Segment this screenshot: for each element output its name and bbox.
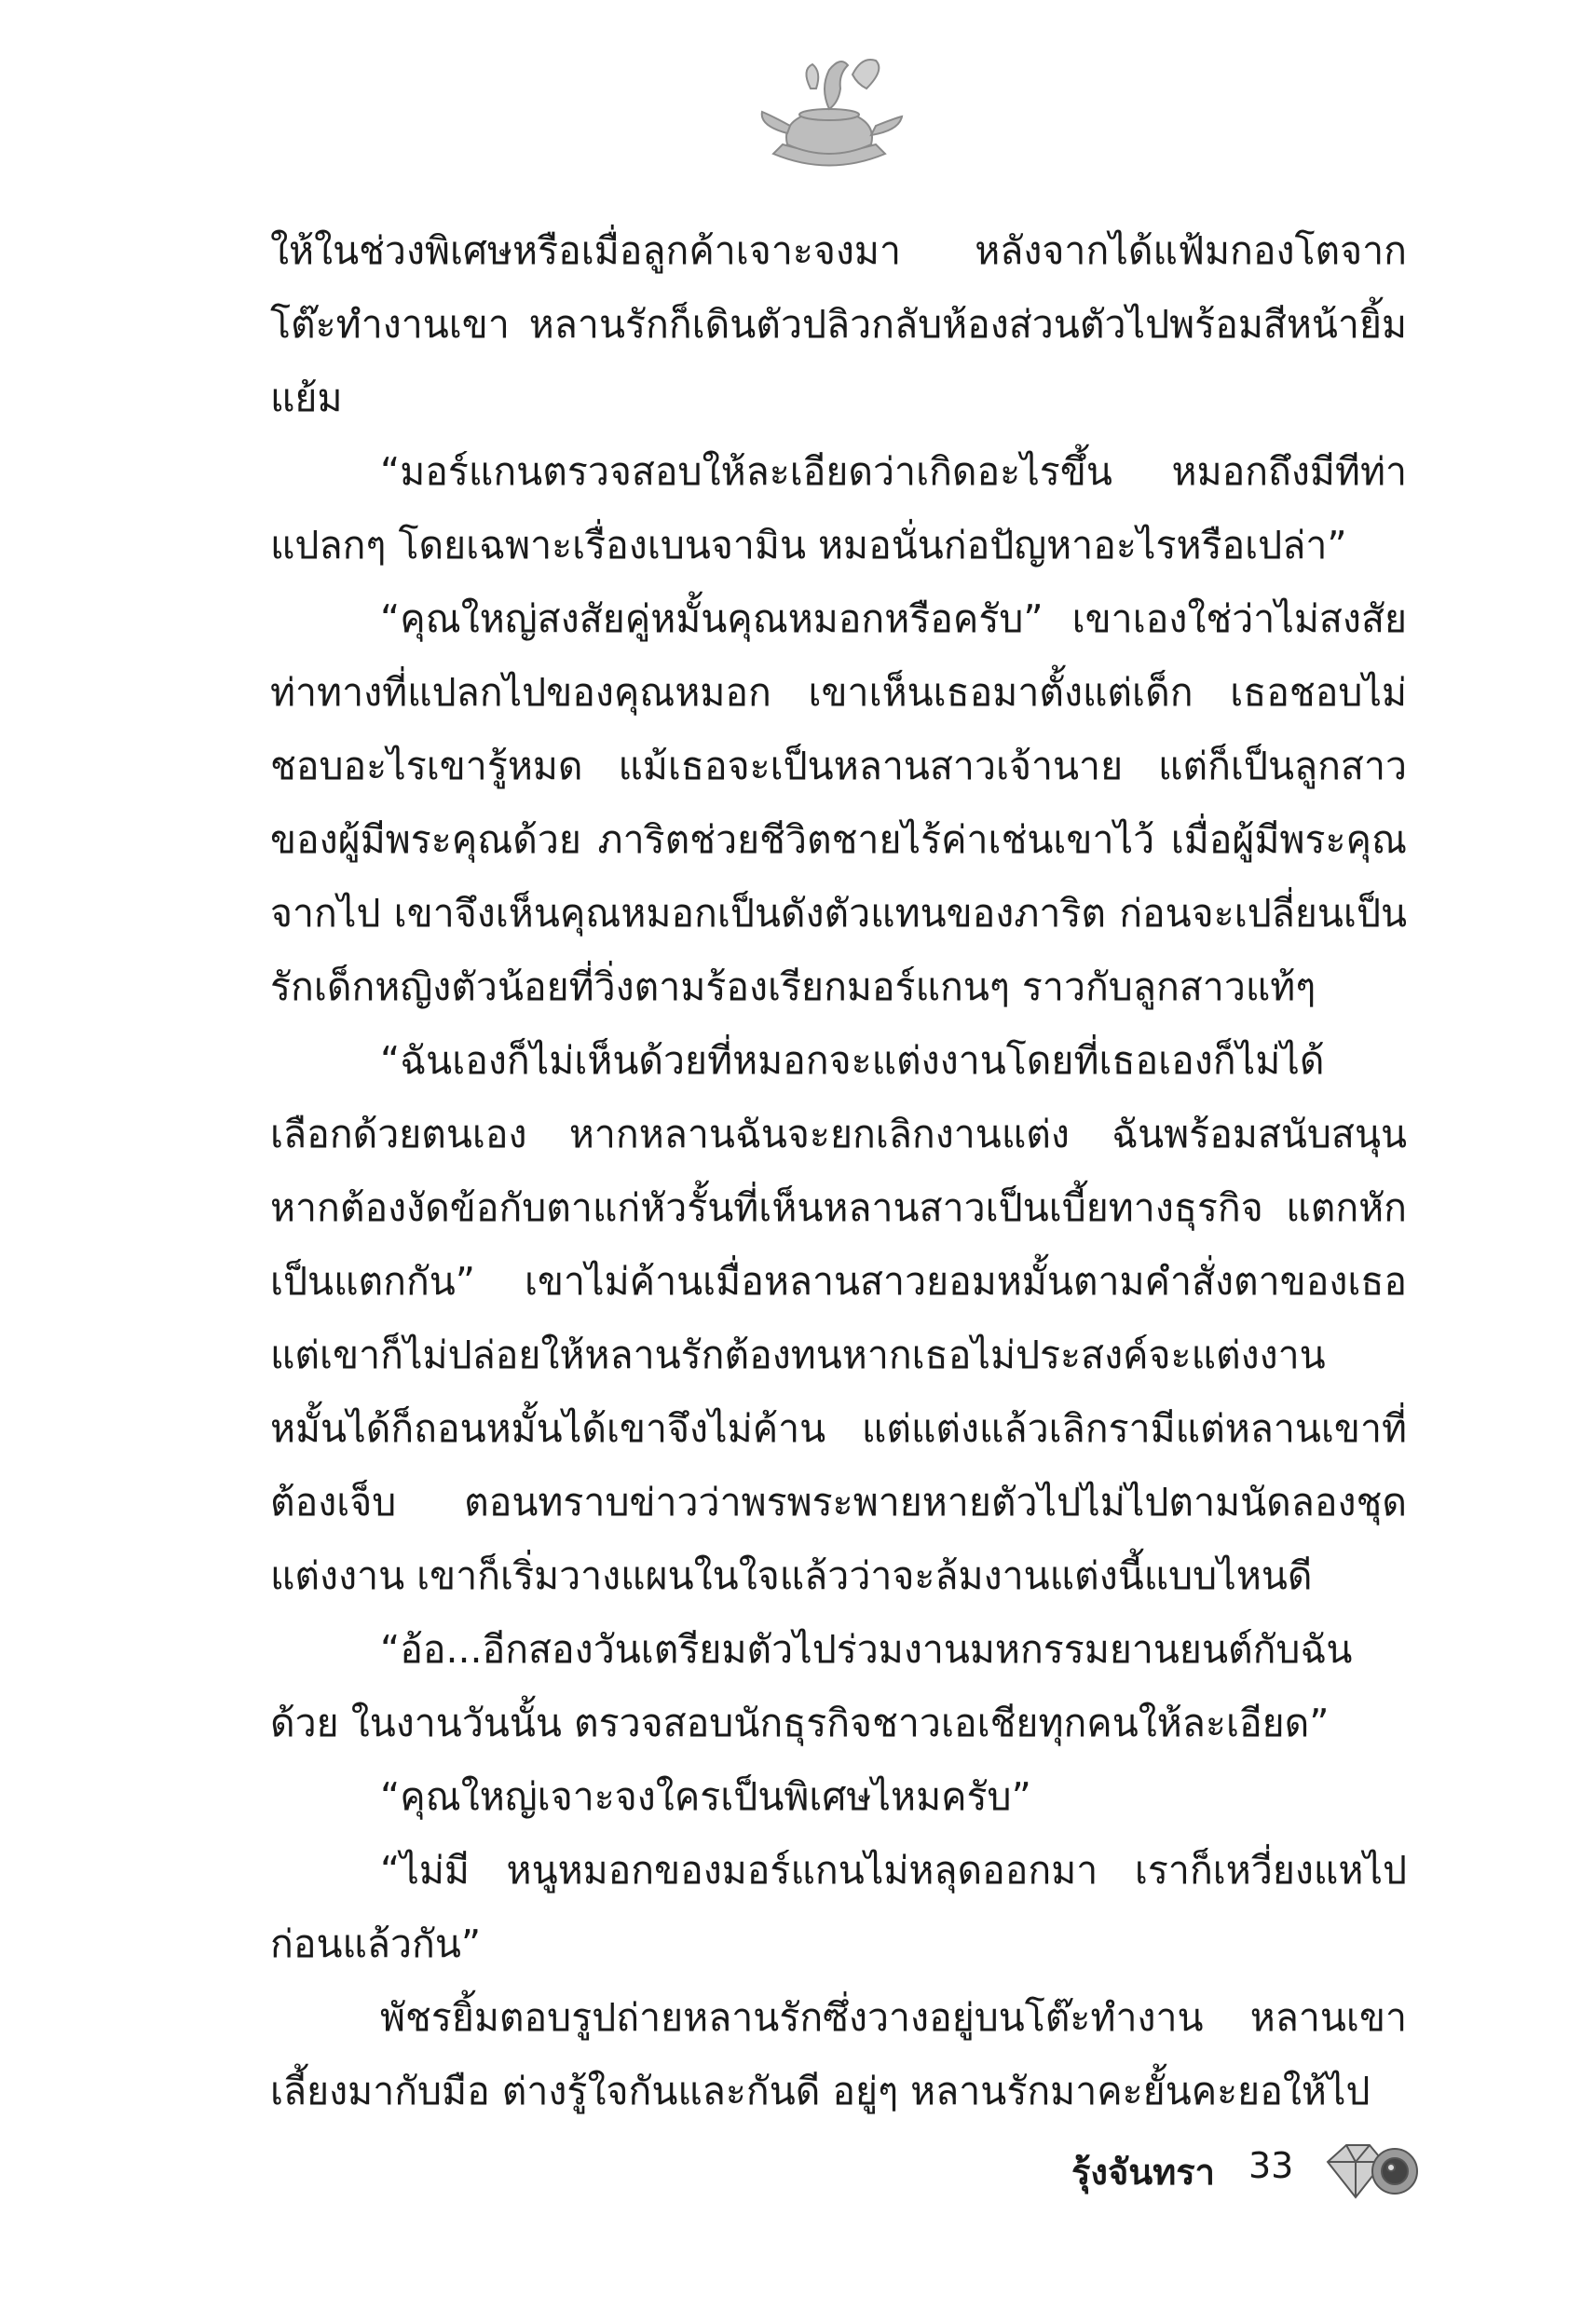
diamonds-icon bbox=[1318, 2134, 1430, 2208]
paragraph: “ฉันเองก็ไม่เห็นด้วยที่หมอกจะแต่งงานโดยที่เธอเองก็ไม่ได้เลือกด้วยตนเอง หากหลานฉันจะยกเลิกงานแต่ง ฉันพร้อมสนับสนุน หากต้องงัดข้อกับตาแก่หัวรั้นที่เห็นหลานสาวเป็นเบี้ยทางธุรกิจ แตกหักเป็นแตกกัน” เขาไม่ค้านเมื่อหลานสาวยอมหมั้นตามคำสั่งตาของเธอ แต่เขาก็ไม่ปล่อยให้หลานรักต้องทนหากเธอไม่ประสงค์จะแต่งงาน หมั้นได้ก็ถอนหมั้นได้เขาจึงไม่ค้าน แต่แต่งแล้วเลิกรามีแต่หลานเขาที่ต้องเจ็บ ตอนทราบข่าวว่าพรพระพายหายตัวไปไม่ไปตามนัดลองชุดแต่งงาน เขาก็เริ่มวางแผนในใจแล้วว่าจะล้มงานแต่งนี้แบบไหนดี bbox=[270, 1038, 1407, 1598]
paragraph: “ไม่มี หนูหมอกของมอร์แกนไม่หลุดออกมา เราก็เหวี่ยงแหไปก่อนแล้วกัน” bbox=[270, 1848, 1407, 1966]
teapot-ornament-icon bbox=[736, 51, 922, 182]
paragraph: “มอร์แกนตรวจสอบให้ละเอียดว่าเกิดอะไรขึ้น หมอกถึงมีทีท่าแปลกๆ โดยเฉพาะเรื่องเบนจามิน หมอนั่นก่อปัญหาอะไรหรือเปล่า” bbox=[270, 449, 1407, 567]
page-footer bbox=[1071, 2134, 1444, 2218]
paragraph: “คุณใหญ่เจาะจงใครเป็นพิเศษไหมครับ” bbox=[380, 1774, 1031, 1819]
body-text bbox=[270, 214, 1407, 2128]
page-number: 33 bbox=[1248, 2145, 1294, 2186]
paragraph: “คุณใหญ่สงสัยคู่หมั้นคุณหมอกหรือครับ” เขาเองใช่ว่าไม่สงสัยท่าทางที่แปลกไปของคุณหมอก เขาเห็นเธอมาตั้งแต่เด็ก เธอชอบไม่ชอบอะไรเขารู้หมด แม้เธอจะเป็นหลานสาวเจ้านาย แต่ก็เป็นลูกสาวของผู้มีพระคุณด้วย ภาริตช่วยชีวิตชายไร้ค่าเช่นเขาไว้ เมื่อผู้มีพระคุณจากไป เขาจึงเห็นคุณหมอกเป็นดังตัวแทนของภาริต ก่อนจะเปลี่ยนเป็นรักเด็กหญิงตัวน้อยที่วิ่งตามร้องเรียกมอร์แกนๆ ราวกับลูกสาวแท้ๆ bbox=[270, 596, 1407, 1009]
paragraph: “อ้อ...อีกสองวันเตรียมตัวไปร่วมงานมหกรรมยานยนต์กับฉันด้วย ในงานวันนั้น ตรวจสอบนักธุรกิจชาวเอเชียทุกคนให้ละเอียด” bbox=[270, 1627, 1353, 1745]
paragraph: พัชรยิ้มตอบรูปถ่ายหลานรักซึ่งวางอยู่บนโต๊ะทำงาน หลานเขาเลี้ยงมากับมือ ต่างรู้ใจกันและกันดี อยู่ๆ หลานรักมาคะยั้นคะยอให้ไป bbox=[270, 1995, 1407, 2113]
book-title: รุ้งจันทรา bbox=[1071, 2152, 1216, 2193]
paragraph: ให้ในช่วงพิเศษหรือเมื่อลูกค้าเจาะจงมา หลังจากได้แฟ้มกองโตจากโต๊ะทำงานเขา หลานรักก็เดินตัวปลิวกลับห้องส่วนตัวไปพร้อมสีหน้ายิ้มแย้ม bbox=[270, 228, 1407, 420]
